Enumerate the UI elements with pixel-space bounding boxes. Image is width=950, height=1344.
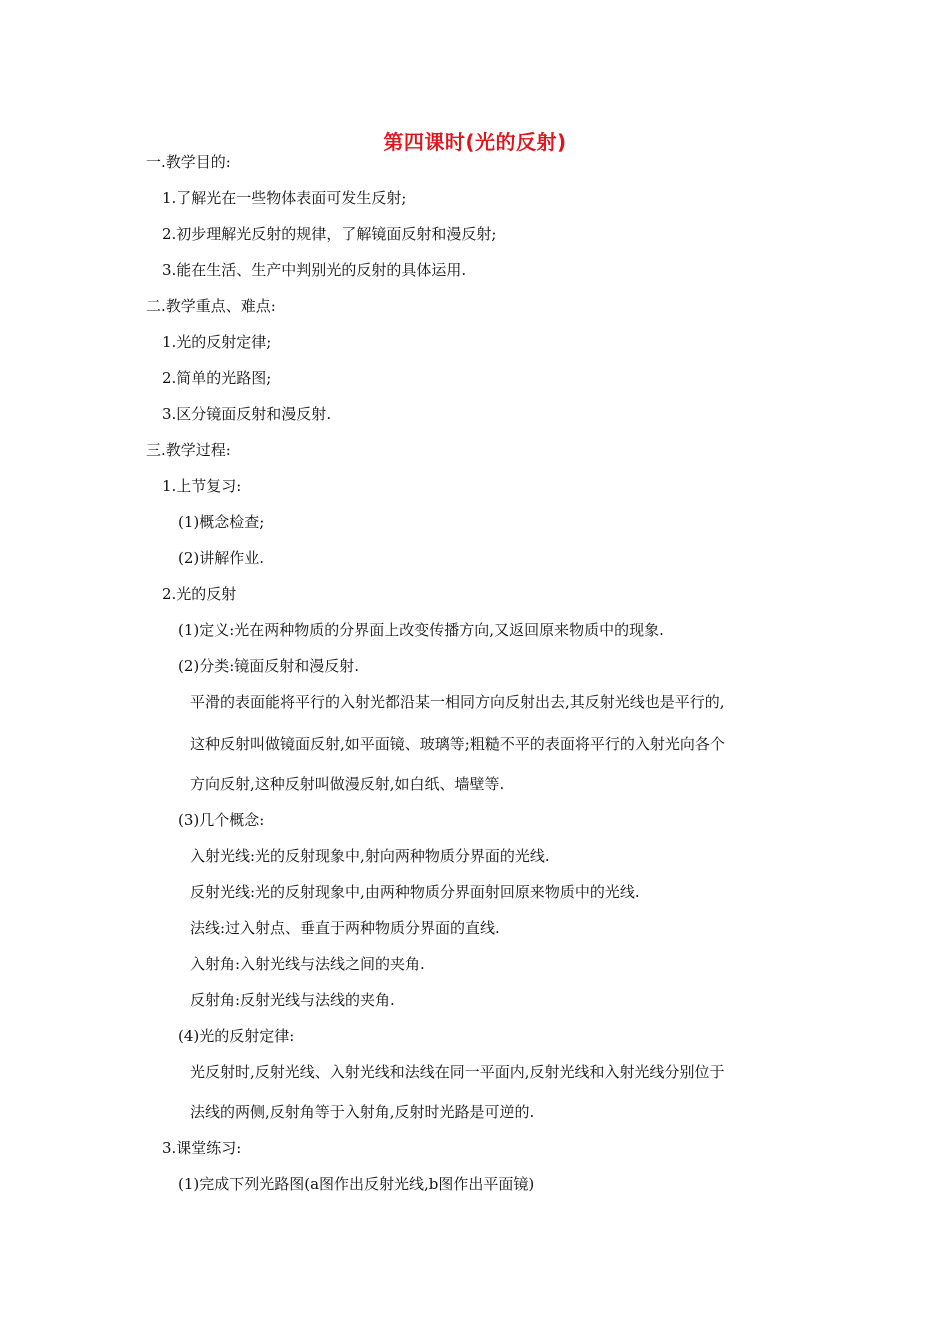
definition-line: 入射角:入射光线与法线之间的夹角. [190,955,425,973]
definition-line: 反射光线:光的反射现象中,由两种物质分界面射回原来物质中的光线. [190,883,640,901]
list-item: 3.能在生活、生产中判别光的反射的具体运用. [162,261,467,279]
paragraph-line: 这种反射叫做镜面反射,如平面镜、玻璃等;粗糙不平的表面将平行的入射光向各个 [190,735,725,753]
sub-item: (1)概念检查; [178,513,265,531]
list-item: 1.光的反射定律; [162,333,272,351]
section-heading: 三.教学过程: [146,441,231,459]
list-item: 2.光的反射 [162,585,237,603]
paragraph-line: 方向反射,这种反射叫做漫反射,如白纸、墙壁等. [190,775,505,793]
list-item: 2.简单的光路图; [162,369,272,387]
sub-item: (3)几个概念: [178,811,265,829]
list-item: 3.区分镜面反射和漫反射. [162,405,332,423]
list-item: 2.初步理解光反射的规律，了解镜面反射和漫反射; [162,225,497,243]
sub-item: (2)讲解作业. [178,549,265,567]
sub-item: (4)光的反射定律: [178,1027,295,1045]
section-heading: 二.教学重点、难点: [146,297,276,315]
sub-item: (1)完成下列光路图(a图作出反射光线,b图作出平面镜) [178,1175,535,1193]
definition-line: 法线:过入射点、垂直于两种物质分界面的直线. [190,919,500,937]
paragraph-line: 光反射时,反射光线、入射光线和法线在同一平面内,反射光线和入射光线分别位于 [190,1063,725,1081]
definition-line: 入射光线:光的反射现象中,射向两种物质分界面的光线. [190,847,550,865]
section-heading: 一.教学目的: [146,153,231,171]
definition-line: 反射角:反射光线与法线的夹角. [190,991,395,1009]
sub-item: (1)定义:光在两种物质的分界面上改变传播方向,又返回原来物质中的现象. [178,621,664,639]
paragraph-line: 法线的两侧,反射角等于入射角,反射时光路是可逆的. [190,1103,535,1121]
page-title: 第四课时(光的反射) [383,130,567,154]
sub-item: (2)分类:镜面反射和漫反射. [178,657,360,675]
list-item: 1.上节复习: [162,477,242,495]
list-item: 3.课堂练习: [162,1139,242,1157]
list-item: 1.了解光在一些物体表面可发生反射; [162,189,407,207]
paragraph-line: 平滑的表面能将平行的入射光都沿某一相同方向反射出去,其反射光线也是平行的, [190,693,725,711]
